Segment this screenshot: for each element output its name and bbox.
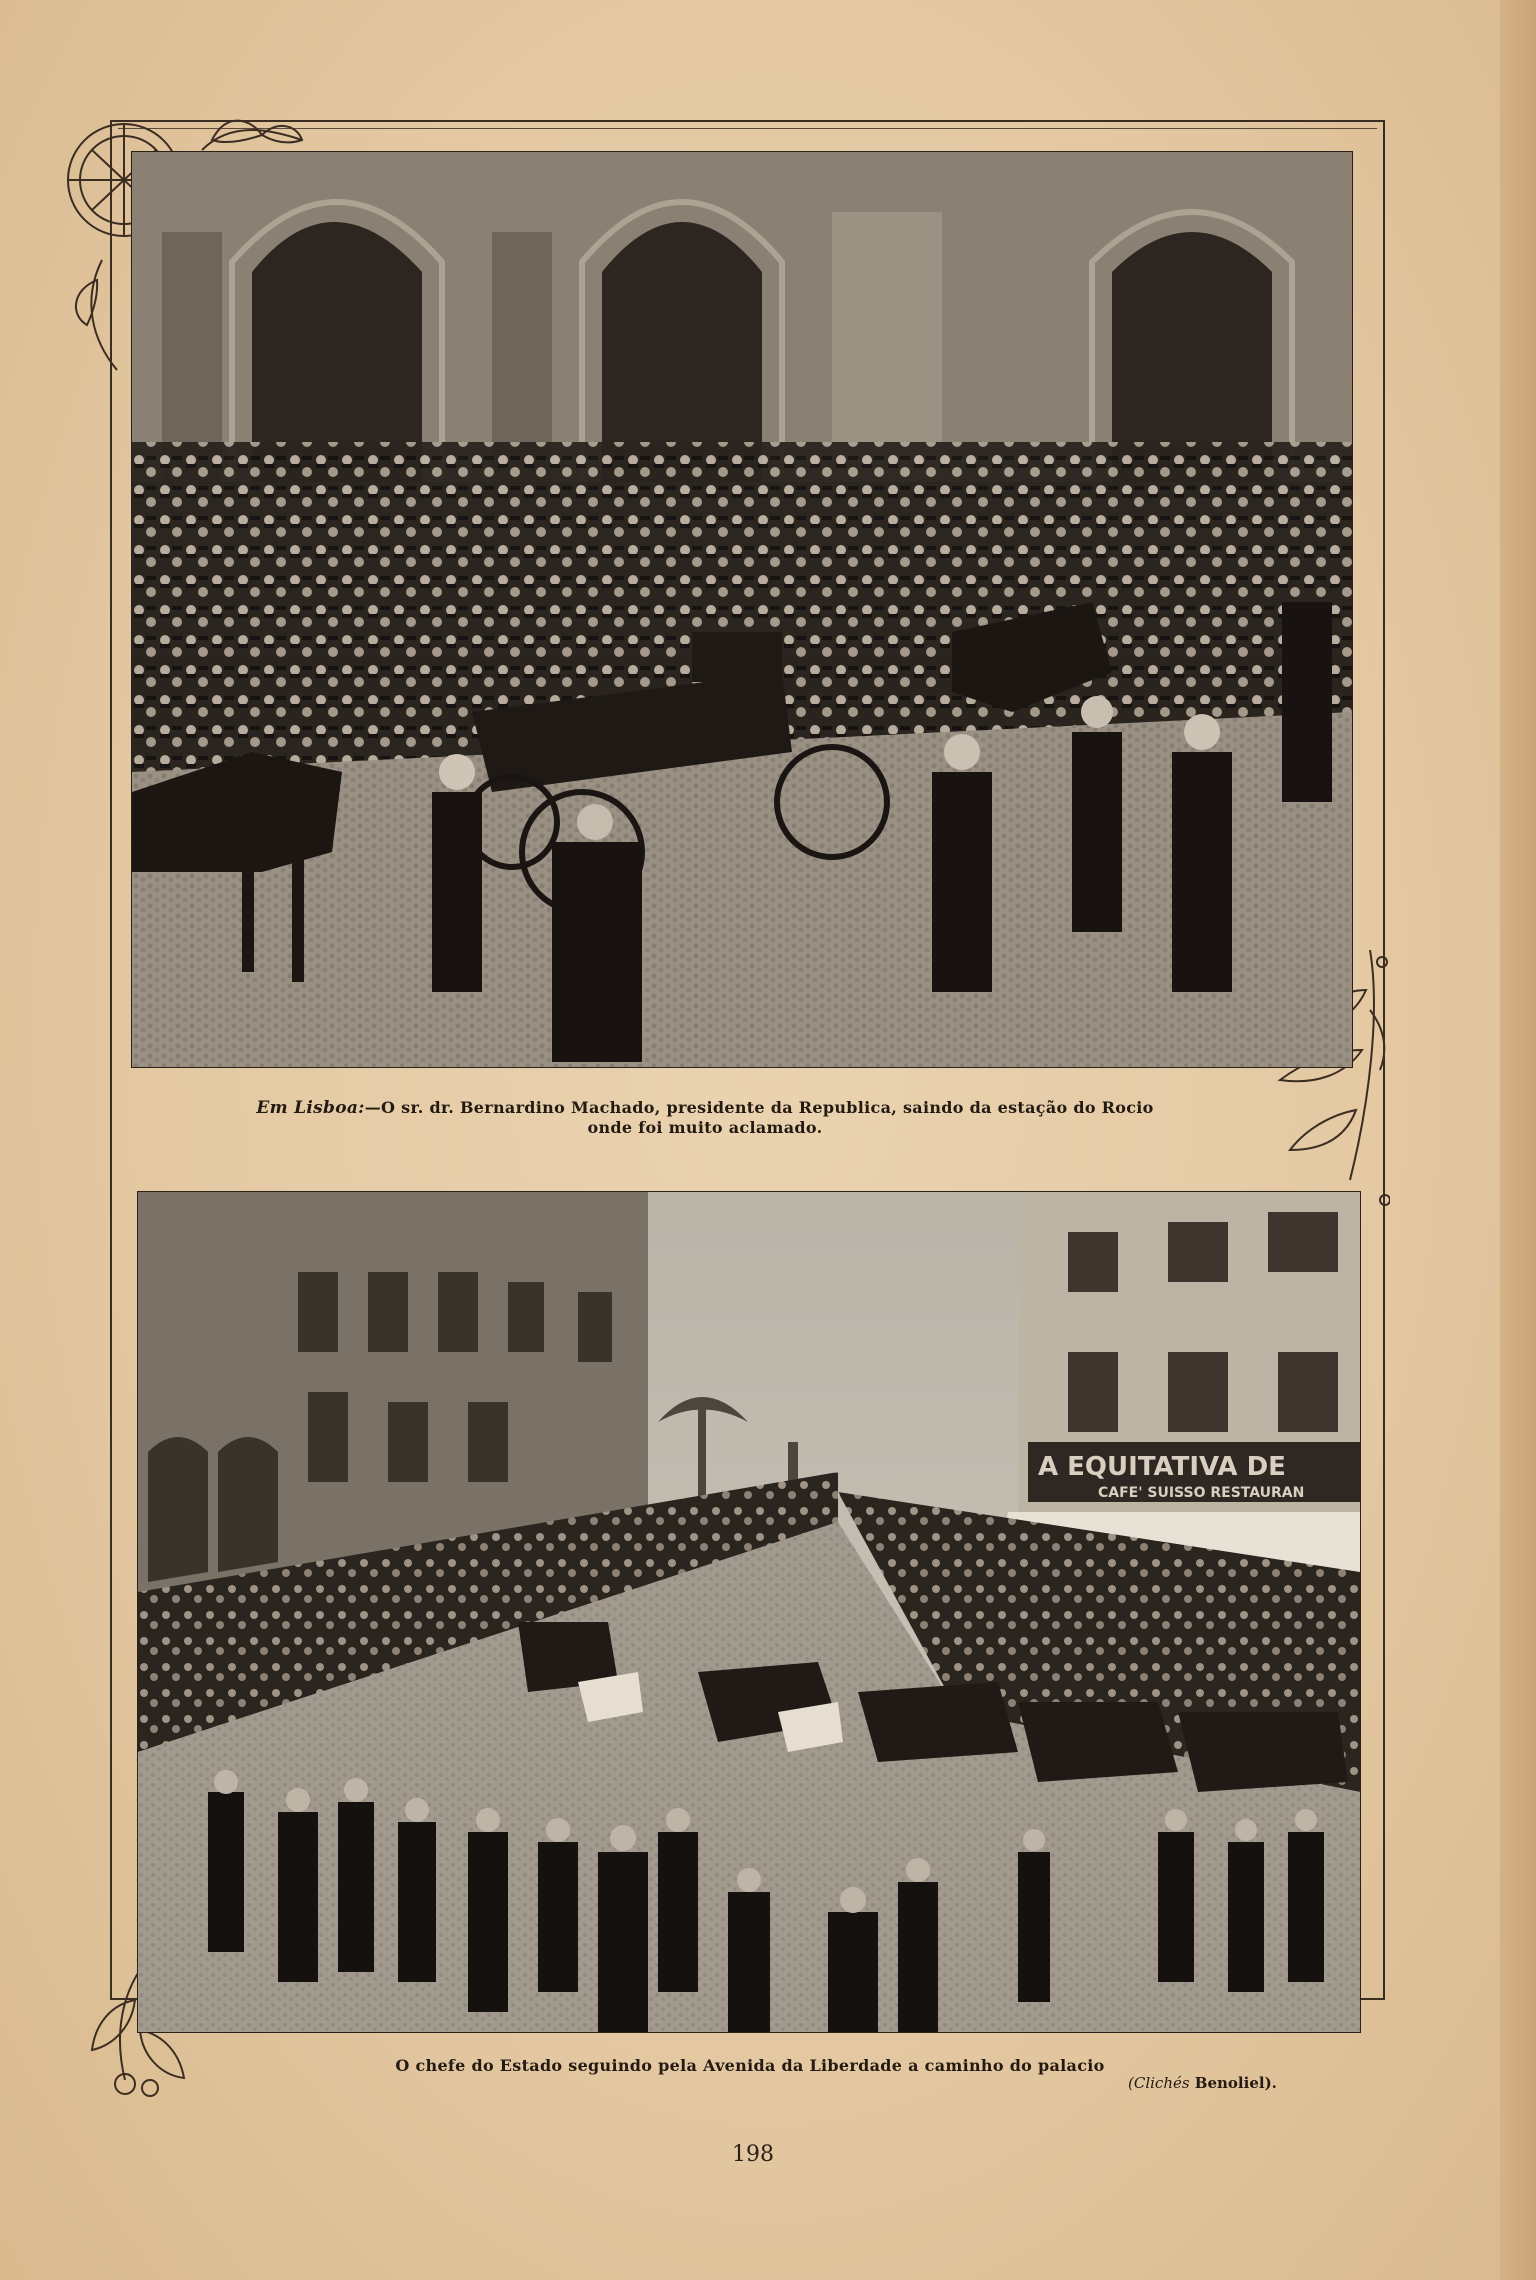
top-caption-line2: onde foi muito aclamado.	[587, 1118, 823, 1137]
top-photo-caption	[180, 1098, 1230, 1137]
bottom-photo-caption: O chefe do Estado seguindo pela Avenida da Liberdade a caminho do palacio	[395, 2056, 1105, 2075]
photo-credit	[1128, 2074, 1277, 2092]
caption-text-1: —O sr. dr. Bernardino Machado, presidente da Republica, saindo da estação do Rocio	[364, 1098, 1154, 1117]
photo-avenida-procession	[138, 1192, 1360, 2032]
credit-cliches: (Clichés	[1128, 2074, 1190, 2092]
page-edge	[1500, 0, 1536, 2280]
sign-equitativa: A EQUITATIVA DE	[1038, 1452, 1286, 1482]
page-number: 198	[732, 2142, 774, 2167]
photo-rossio-station	[132, 152, 1352, 1067]
sign-cafe-suisso: CAFE' SUISSO RESTAURAN	[1098, 1485, 1305, 1501]
credit-name: Benoliel).	[1194, 2074, 1277, 2092]
top-caption-line1	[180, 1098, 1230, 1118]
caption-place: Em Lisboa:	[256, 1098, 365, 1118]
